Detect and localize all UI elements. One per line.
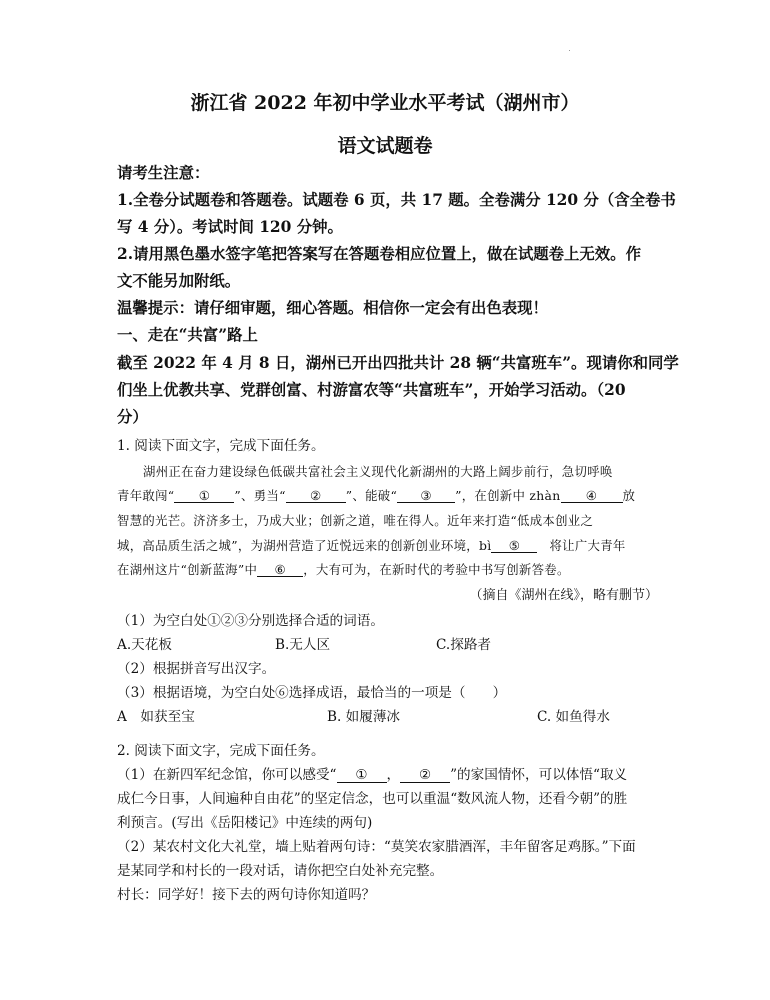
option-1-a: A.天花板 (117, 637, 172, 653)
option-1-b: B.无人区 (275, 637, 331, 653)
question-1-stem: 1. 阅读下面文字，完成下面任务。 (117, 438, 325, 454)
task-1: （1）为空白处①②③分别选择合适的词语。 (117, 613, 384, 629)
section-intro-2: 们坐上优教共享、党群创富、村游富农等“共富班车”，开始学习活动。（20 (117, 381, 626, 399)
blank-3: ③ (397, 489, 455, 503)
scan-speck (569, 50, 570, 51)
page-title: 浙江省 2022 年初中学业水平考试（湖州市） (190, 92, 580, 114)
question-2-line-3: 利预言。(写出《岳阳楼记》中连续的两句) (117, 815, 373, 831)
task-2: （2）根据拼音写出汉字。 (117, 661, 276, 677)
page-subtitle: 语文试题卷 (337, 135, 433, 157)
section-intro-3: 分） (117, 408, 148, 426)
notice-tip: 温馨提示：请仔细审题，细心答题。相信你一定会有出色表现！ (117, 299, 548, 317)
notice-line-2: 写 4 分）。考试时间 120 分钟。 (117, 218, 343, 236)
notice-line-1: 1.全卷分试题卷和答题卷。试题卷 6 页，共 17 题。全卷满分 120 分（含全卷书 (117, 191, 676, 209)
blank-2: ② (286, 489, 346, 503)
blank-6: ⑥ (257, 563, 303, 577)
blank-q2-2: ② (400, 768, 450, 783)
passage-line-2: 青年敢闯“ ① ”、勇当“ ② ”、能破“ ③ ”，在创新中 zhàn ④ 放 (117, 488, 636, 503)
passage-source: （摘自《湖州在线》，略有删节） (469, 588, 658, 603)
passage-line-4: 城，高品质生活之城”，为湖州营造了近悦远来的创新创业环境，bì ⑤ 将让广大青年 (117, 538, 626, 553)
blank-4: ④ (561, 489, 623, 503)
option-1-c: C.探路者 (436, 637, 492, 653)
notice-heading: 请考生注意： (117, 164, 210, 182)
option-3-c: C. 如鱼得水 (537, 709, 610, 725)
question-2-line-2: 成仁今日事，人间遍种自由花”的坚定信念，也可以重温“数风流人物，还看今朝”的胜 (117, 791, 628, 807)
option-3-b: B. 如履薄冰 (327, 709, 401, 725)
passage-line-1: 湖州正在奋力建设绿色低碳共富社会主义现代化新湖州的大路上阔步前行，急切呼唤 (143, 464, 613, 479)
blank-q2-1: ① (337, 768, 387, 783)
blank-1: ① (174, 489, 234, 503)
question-2-stem: 2. 阅读下面文字，完成下面任务。 (117, 743, 325, 759)
question-2-line-6: 村长：同学好！接下去的两句诗你知道吗？ (117, 887, 376, 903)
blank-5: ⑤ (491, 539, 537, 553)
section-heading: 一、走在“共富”路上 (117, 326, 258, 344)
section-intro-1: 截至 2022 年 4 月 8 日，湖州已开出四批共计 28 辆“共富班车”。现请你和同学 (117, 354, 679, 372)
question-2-line-4: （2）某农村文化大礼堂，墙上贴着两句诗：“莫笑农家腊酒浑，丰年留客足鸡豚。”下面 (117, 839, 636, 855)
option-3-a: A 如获至宝 (117, 709, 195, 725)
question-2-line-5: 是某同学和村长的一段对话，请你把空白处补充完整。 (117, 863, 444, 879)
notice-line-4: 文不能另加附纸。 (117, 272, 241, 290)
question-2-line-1: （1）在新四军纪念馆，你可以感受“ ① ， ② ”的家国情怀，可以体悟“取义 (117, 767, 628, 783)
task-3: （3）根据语境，为空白处⑥选择成语，最恰当的一项是（ ） (117, 685, 507, 701)
passage-line-5: 在湖州这片“创新蓝海”中 ⑥ ，大有可为，在新时代的考验中书写创新答卷。 (117, 562, 570, 577)
passage-line-3: 智慧的光芒。济济多士，乃成大业；创新之道，唯在得人。近年来打造“低成本创业之 (117, 513, 594, 528)
notice-line-3: 2.请用黑色墨水签字笔把答案写在答题卷相应位置上，做在试题卷上无效。作 (117, 245, 641, 263)
